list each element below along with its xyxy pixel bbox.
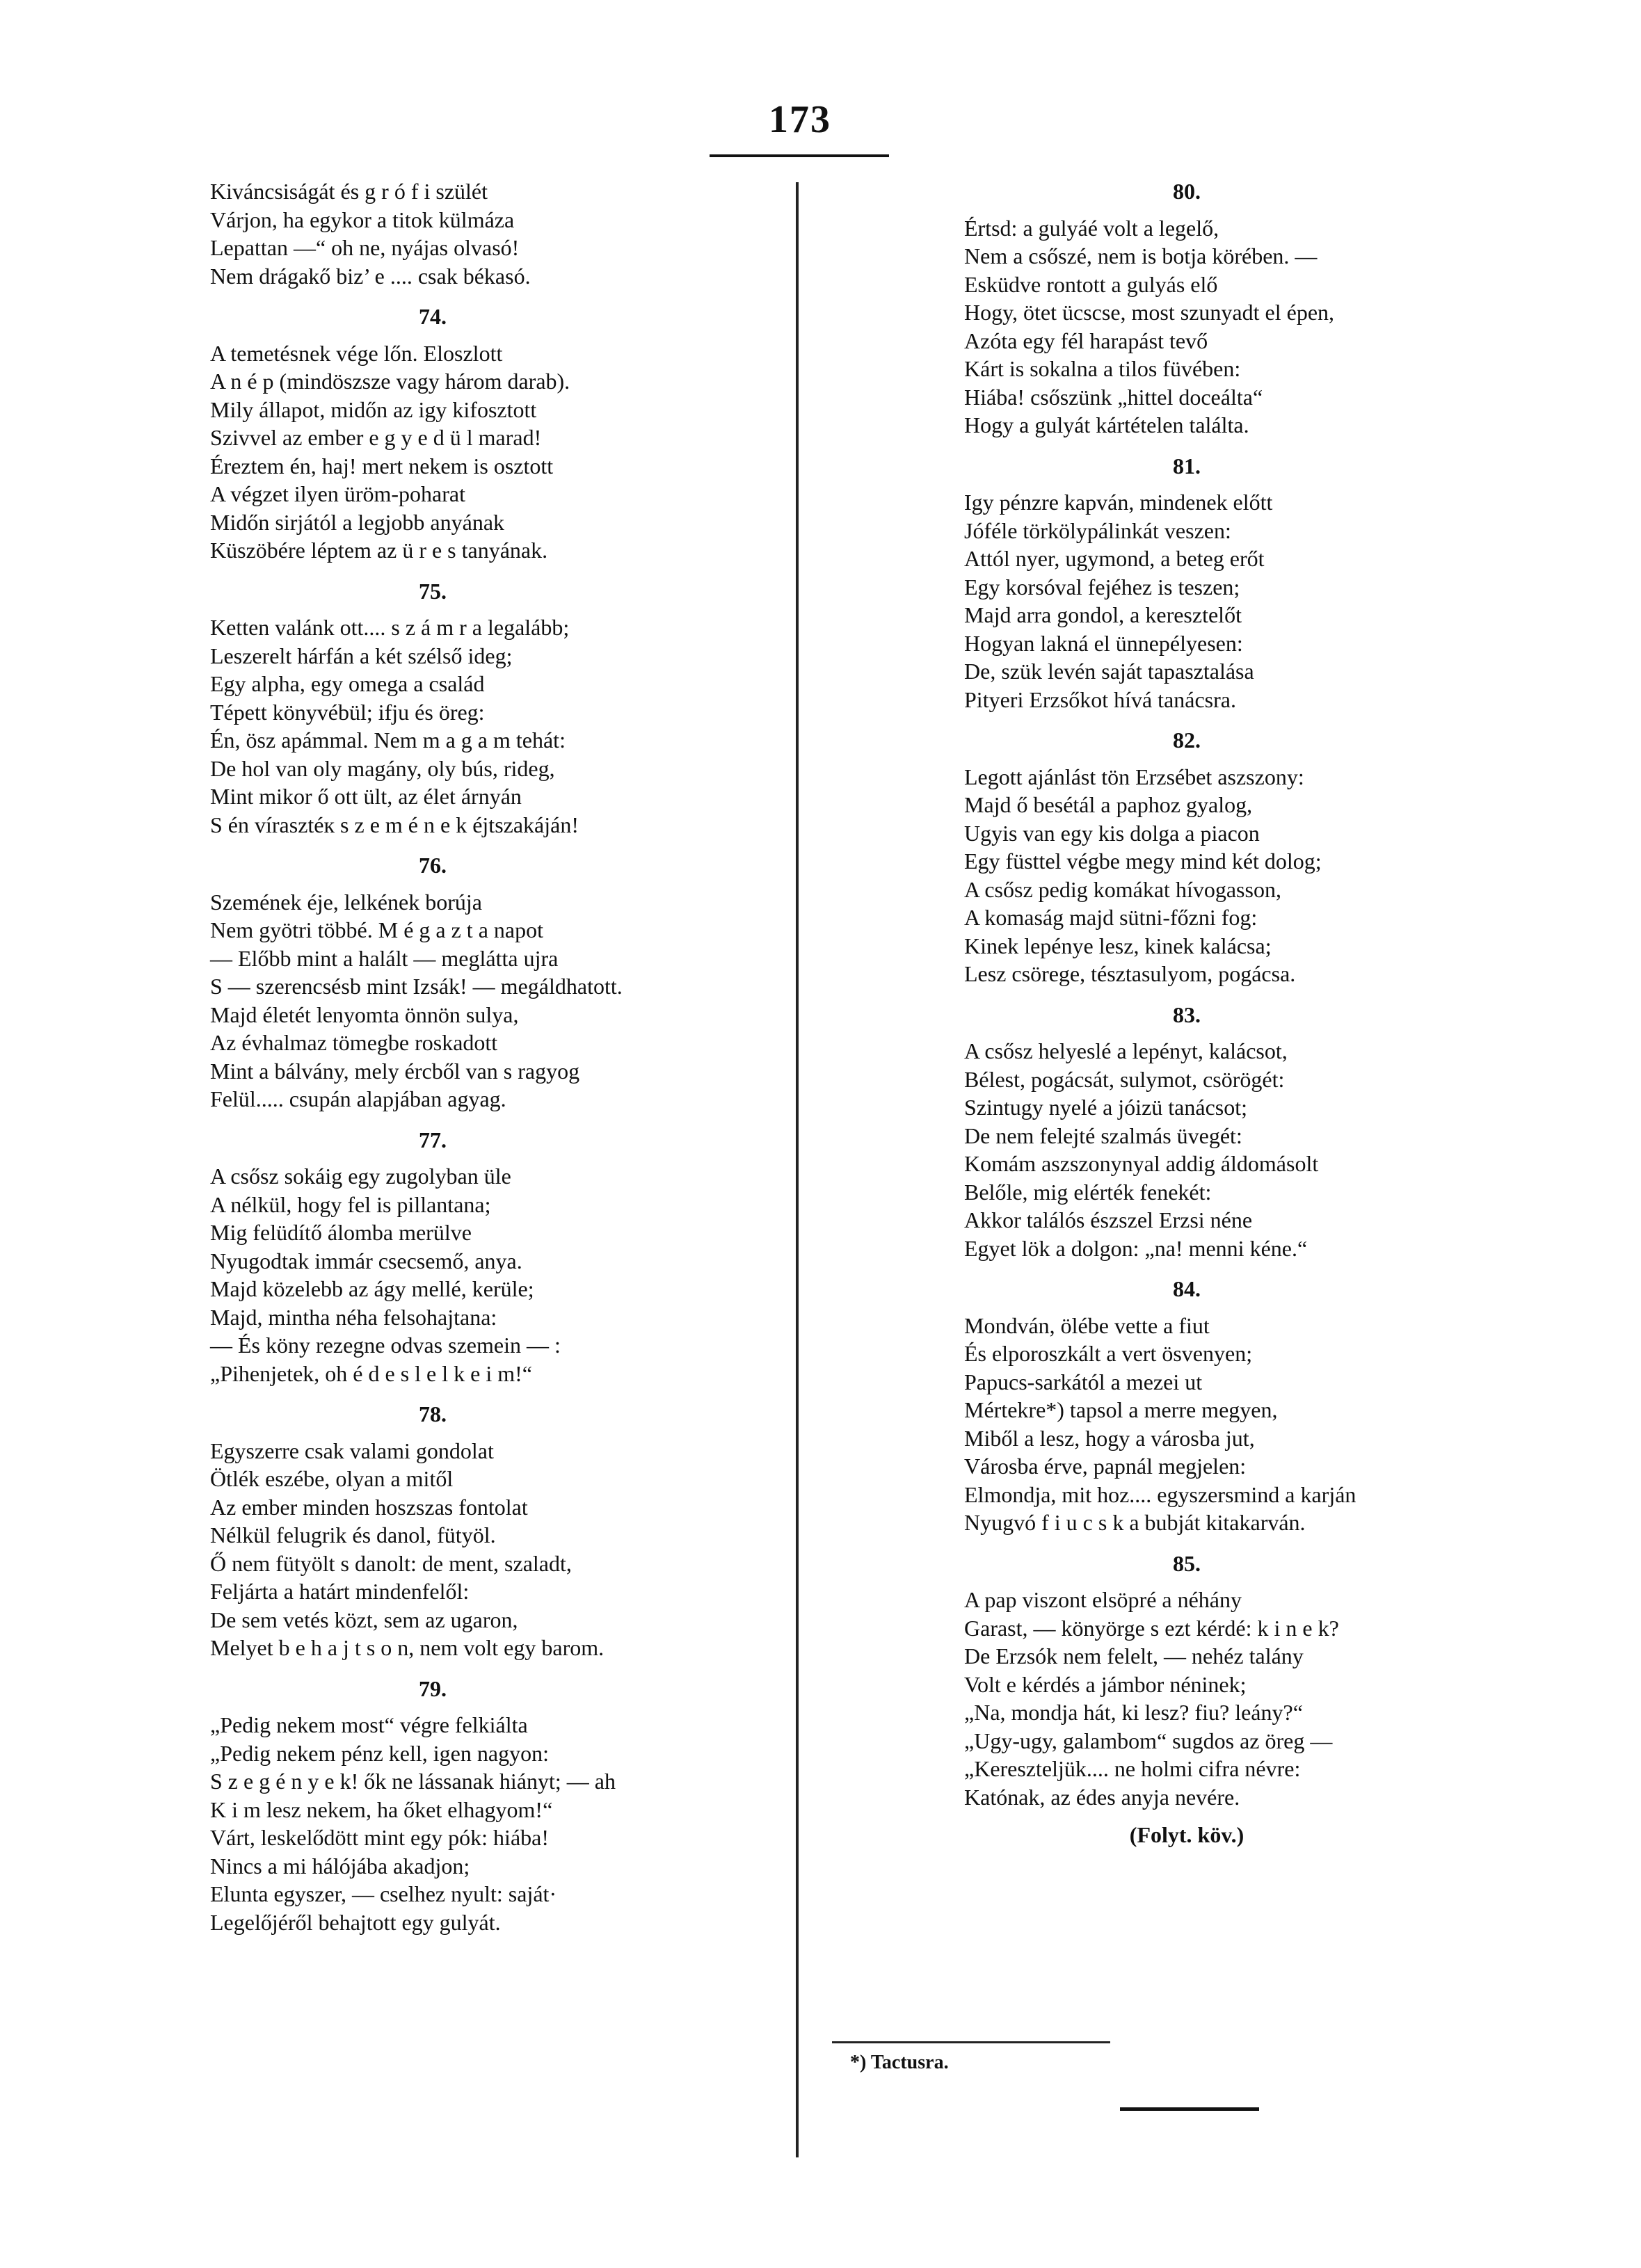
verse-line: Kiváncsiságát és g r ó f i szülét [210, 179, 488, 204]
verse-line: Mint a bálvány, mely ércből van s ragyog [210, 1058, 580, 1084]
footnote: *) Tactusra. [850, 2052, 949, 2073]
verse-line: Nem gyötri többé. M é g a z t a napot [210, 917, 543, 942]
stanza [964, 726, 1479, 988]
stanza [210, 303, 781, 565]
stanza-number: 76. [419, 853, 447, 878]
verse-line: Ő nem fütyölt s danolt: de ment, szaladt, [210, 1550, 572, 1576]
verse-line: A csősz sokáig egy zugolyban üle [210, 1164, 511, 1189]
verse-line: Várt, leskelődött mint egy pók: hiába! [210, 1825, 549, 1850]
verse-line: Esküdve rontott a gulyás elő [964, 271, 1218, 297]
verse-line: Majd arra gondol, a keresztelőt [964, 602, 1242, 627]
verse-line: Nyugvó f i u c s k a bubját kitakarván. [964, 1510, 1306, 1535]
verse-line: Elunta egyszer, — cselhez nyult: saját· [210, 1881, 557, 1906]
verse-line: — És köny rezegne odvas szemein — : [210, 1333, 561, 1358]
stanza [210, 1400, 781, 1662]
verse-line: Papucs-sarkától a mezei ut [964, 1369, 1203, 1394]
header-rule [710, 154, 889, 157]
verse-line: Bélest, pogácsát, sulymot, csörögét: [964, 1066, 1285, 1092]
verse-line: „Kereszteljük.... ne holmi cifra névre: [964, 1756, 1301, 1781]
verse-line: A csősz helyeslé a lepényt, kalácsot, [964, 1038, 1288, 1063]
verse-line: Felül..... csupán alapjában agyag. [210, 1086, 506, 1111]
verse-line: De sem vetés közt, sem az ugaron, [210, 1607, 518, 1632]
verse-line: Értsd: a gulyáé volt a legelő, [964, 215, 1219, 241]
verse-line: Komám aszszonynyal addig áldomásolt [964, 1151, 1319, 1176]
verse-line: Nyugodtak immár csecsemő, anya. [210, 1248, 522, 1273]
verse-line: Egyet lök a dolgon: „na! menni kéne.“ [964, 1235, 1308, 1261]
verse-line: Mint mikor ő ott ült, az élet árnyán [210, 784, 522, 809]
verse-line: Akkor találós észszel Erzsi néne [964, 1207, 1253, 1232]
page-number: 173 [769, 98, 831, 141]
verse-line: „Pedig nekem most“ végre felkiálta [210, 1712, 528, 1737]
verse-line: Volt e kérdés a jámbor néninek; [964, 1671, 1247, 1697]
stanza-number: 84. [1173, 1276, 1201, 1301]
verse-line: Majd közelebb az ágy mellé, kerüle; [210, 1276, 534, 1301]
verse-line: Garast, — könyörge s ezt kérdé: k i n e k? [964, 1615, 1339, 1641]
verse-line: Hogyan lakná el ünnepélyesen: [964, 630, 1243, 656]
verse-line: S én vírasztéк s z e m é n e k éjtszakáján! [210, 812, 579, 837]
stanza-number: 79. [419, 1675, 447, 1701]
stanza-number: 85. [1173, 1550, 1201, 1576]
verse-line: Egy korsóval fejéhez is teszen; [964, 574, 1240, 600]
verse-line: Melyet b e h a j t s o n, nem volt egy barom. [210, 1635, 605, 1660]
right-column [964, 177, 1479, 1849]
verse-line: — Előbb mint a halált — meglátta ujra [210, 945, 559, 971]
verse-line: A csősz pedig komákat hívogasson, [964, 876, 1281, 902]
stanza [210, 1675, 781, 1937]
verse-line: Igy pénzre kapván, mindenek előtt [964, 490, 1273, 515]
verse-line: Az ember minden hoszszas fontolat [210, 1494, 528, 1520]
verse-line: K i m lesz nekem, ha őket elhagyom!“ [210, 1796, 553, 1822]
verse-line: Ugyis van egy kis dolga a piacon [964, 820, 1260, 846]
verse-line: „Pedig nekem pénz kell, igen nagyon: [210, 1740, 549, 1766]
verse-line: Mondván, ölébe vette a fiut [964, 1312, 1210, 1338]
verse-line: Küszöbére léptem az ü r e s tanyának. [210, 538, 548, 563]
verse-line: Attól nyer, ugymond, a beteg erőt [964, 546, 1265, 571]
verse-line: Miből a lesz, hogy a városba jut, [964, 1425, 1255, 1451]
verse-line: Kárt is sokalna a tilos füvében: [964, 356, 1241, 381]
verse-line: Mig felüdítő álomba merülve [210, 1220, 472, 1245]
verse-line: És elporoszkált a vert ösvenyen; [964, 1341, 1253, 1366]
verse-line: Ketten valánk ott.... s z á m r a legalább; [210, 615, 570, 640]
stanza [964, 177, 1479, 440]
verse-line: Kinek lepénye lesz, kinek kalácsa; [964, 933, 1272, 958]
verse-line: Hiába! csőszünk „hittel doceálta“ [964, 384, 1263, 410]
verse-line: Várjon, ha egykor a titok külmáza [210, 207, 515, 232]
verse-line: Én, ösz apámmal. Nem m a g a m tehát: [210, 727, 566, 753]
continued-note: (Folyt. köv.) [1129, 1822, 1244, 1847]
verse-line: Mily állapot, midőn az igy kifosztott [210, 396, 537, 422]
verse-line: Éreztem én, haj! mert nekem is osztott [210, 453, 554, 478]
verse-line: De Erzsók nem felelt, — nehéz talány [964, 1643, 1304, 1668]
verse-line: Pityeri Erzsőkot hívá tanácsra. [964, 686, 1236, 712]
verse-line: Tépett könyvébül; ifju és öreg: [210, 699, 485, 725]
verse-line: Nélkül felugrik és danol, fütyöl. [210, 1522, 496, 1547]
stanza-number: 81. [1173, 453, 1201, 478]
verse-line: Nem a csőszé, nem is botja körében. — [964, 243, 1318, 268]
verse-line: De, szük levén saját tapasztalása [964, 659, 1254, 684]
verse-line: De nem felejté szalmás üvegét: [964, 1123, 1242, 1148]
stanza-number: 74. [419, 304, 447, 329]
verse-line: Majd ő besétál a paphoz gyalog, [964, 792, 1253, 817]
stanza [210, 1126, 781, 1388]
verse-line: Majd életét lenyomta önnön sulya, [210, 1002, 519, 1027]
verse-line: Azóta egy fél harapást tevő [964, 328, 1208, 353]
verse-line: A pap viszont elsöpré a néhány [964, 1587, 1242, 1612]
verse-line: Szivvel az ember e g y e d ü l marad! [210, 425, 542, 450]
verse-line: Belőle, mig elérték fenekét: [964, 1179, 1212, 1205]
verse-line: Hogy a gulyát kártételen találta. [964, 412, 1249, 437]
verse-line: Legelőjéről behajtott egy gulyát. [210, 1909, 501, 1935]
stanza-number: 78. [419, 1401, 447, 1426]
bottom-rule [1120, 2107, 1259, 2111]
stanza-number: 83. [1173, 1002, 1201, 1027]
verse-line: Egy alpha, egy omega a család [210, 671, 485, 696]
verse-line: Szemének éje, lelkének borúja [210, 889, 482, 915]
verse-line: „Na, mondja hát, ki lesz? fiu? leány?“ [964, 1700, 1303, 1725]
verse-line: Lepattan —“ oh ne, nyájas olvasó! [210, 235, 520, 260]
stanza-number: 75. [419, 578, 447, 604]
verse-line: Városba érve, papnál megjelen: [964, 1454, 1247, 1479]
stanza [964, 1275, 1479, 1537]
verse-line: Nincs a mi hálójába akadjon; [210, 1853, 470, 1879]
verse-line: Elmondja, mit hoz.... egyszersmind a karján [964, 1481, 1356, 1507]
verse-line: A végzet ilyen üröm-poharat [210, 481, 465, 506]
stanza [964, 1001, 1479, 1263]
verse-line: A komaság majd sütni-főzni fog: [964, 905, 1258, 930]
verse-line: S z e g é n y e k! ők ne lássanak hiányt; — ah [210, 1769, 616, 1794]
verse-line: „Pihenjetek, oh é d e s l e l k e i m!“ [210, 1360, 532, 1386]
verse-line: Mértekre*) tapsol a merre megyen, [964, 1397, 1278, 1422]
verse-line: Az évhalmaz tömegbe roskadott [210, 1030, 498, 1055]
verse-line: Ötlék eszébe, olyan a mitől [210, 1466, 454, 1491]
footnote-rule [832, 2041, 1110, 2043]
verse-line: S — szerencsésb mint Izsák! — megáldhatott. [210, 974, 623, 999]
verse-line: Katónak, az édes anyja nevére. [964, 1784, 1240, 1810]
stanza-number: 77. [419, 1127, 447, 1152]
verse-line: Midőn sirjától a legjobb anyának [210, 509, 505, 535]
verse-line: Feljárta a határt mindenfelől: [210, 1579, 470, 1604]
verse-line: Szintugy nyelé a jóizü tanácsot; [964, 1095, 1247, 1120]
stanza [210, 851, 781, 1113]
stanza [210, 577, 781, 839]
stanza [964, 452, 1479, 714]
verse-line: Jóféle törkölypálinkát veszen: [964, 517, 1231, 543]
verse-line: Egyszerre csak valami gondolat [210, 1438, 494, 1463]
verse-line: Leszerelt hárfán a két szélső ideg; [210, 643, 513, 668]
column-divider [796, 182, 799, 2157]
verse-line: A temetésnek vége lőn. Eloszlott [210, 340, 503, 366]
verse-line: Nem drágakő biz’ e .... csak békasó. [210, 263, 531, 289]
stanza-number: 82. [1173, 727, 1201, 753]
verse-line: A nélkül, hogy fel is pillantana; [210, 1191, 491, 1217]
verse-line: Egy füsttel végbe megy mind két dolog; [964, 849, 1322, 874]
verse-line: Majd, mintha néha felsohajtana: [210, 1304, 497, 1330]
verse-line: Legott ajánlást tön Erzsébet aszszony: [964, 764, 1304, 789]
verse-line: „Ugy-ugy, galambom“ sugdos az öreg — [964, 1728, 1333, 1753]
left-column [210, 177, 781, 1936]
verse-line: Hogy, ötet ücscse, most szunyadt el épen, [964, 300, 1335, 325]
verse-line: A n é p (mindöszsze vagy három darab). [210, 369, 570, 394]
verse-line: Lesz csörege, tésztasulyom, pogácsa. [964, 961, 1296, 986]
stanza [964, 1550, 1479, 1812]
verse-line: De hol van oly magány, oly bús, rideg, [210, 755, 555, 781]
stanza [210, 177, 781, 290]
stanza-number: 80. [1173, 179, 1201, 204]
